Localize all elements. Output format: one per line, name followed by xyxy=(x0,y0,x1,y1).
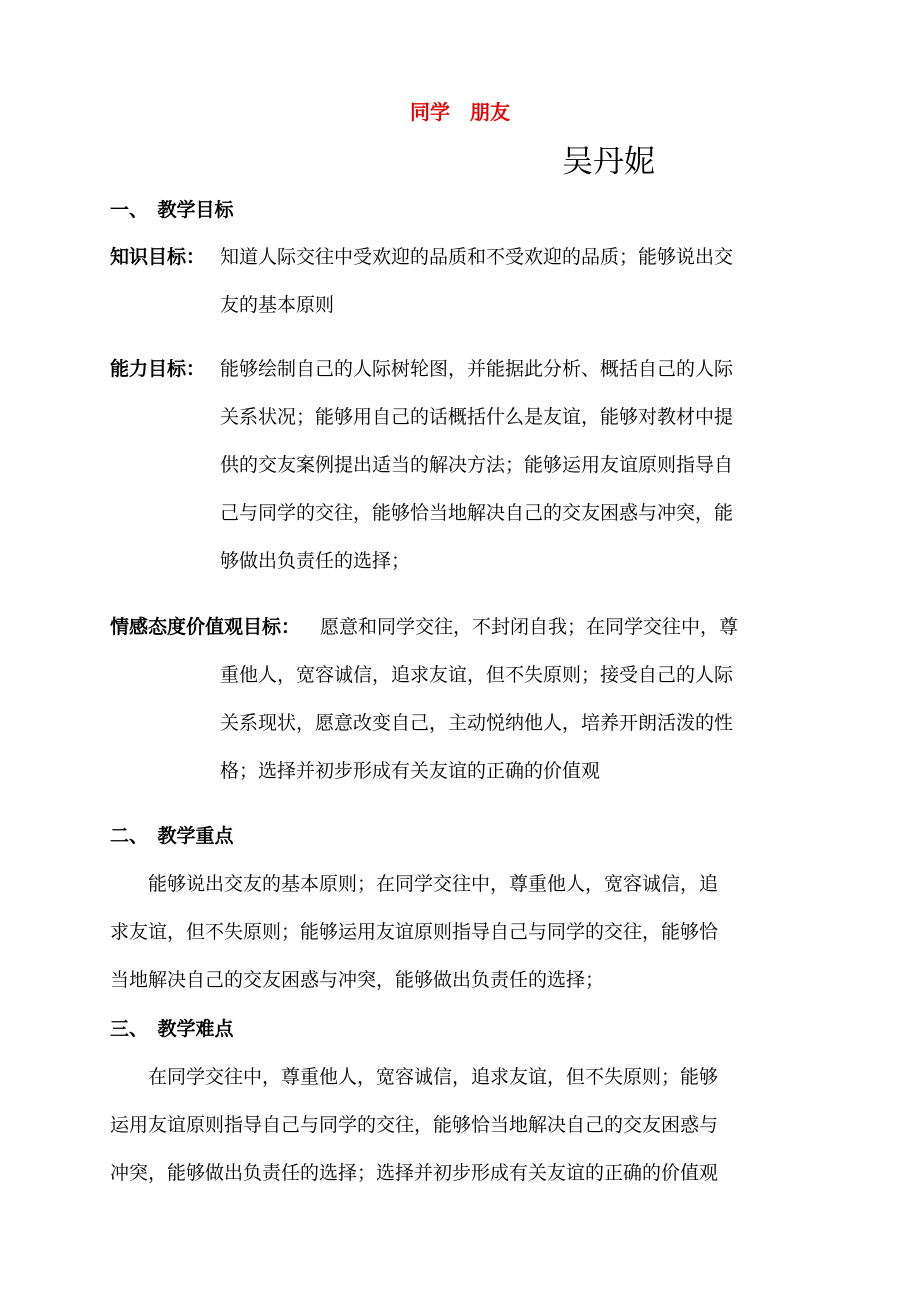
ability-line: 关系状况；能够用自己的话概括什么是友谊，能够对教材中提 xyxy=(220,406,734,428)
ability-line: 己与同学的交往，能够恰当地解决自己的交友困惑与冲突，能 xyxy=(220,502,734,524)
emotion-line: 格；选择并初步形成有关友谊的正确的价值观 xyxy=(220,760,601,782)
ability-line: 够做出负责任的选择； xyxy=(220,550,411,572)
key-points-line: 能够说出交友的基本原则；在同学交往中，尊重他人，宽容诚信，追 xyxy=(110,873,719,895)
emotion-line: 重他人，宽容诚信，追求友谊，但不失原则；接受自己的人际 xyxy=(220,664,734,686)
difficult-points-line: 运用友谊原则指导自己与同学的交往，能够恰当地解决自己的交友困惑与 xyxy=(110,1114,719,1136)
section-heading-objectives: 一、 教学目标 xyxy=(110,199,234,221)
section-heading-key-points: 二、 教学重点 xyxy=(110,825,234,847)
key-points-line: 当地解决自己的交友困惑与冲突，能够做出负责任的选择； xyxy=(110,969,605,991)
ability-line: 供的交友案例提出适当的解决方法；能够运用友谊原则指导自 xyxy=(220,454,734,476)
emotion-label: 情感态度价值观目标： xyxy=(110,616,301,638)
knowledge-line: 友的基本原则 xyxy=(220,294,335,316)
emotion-line: 关系现状，愿意改变自己，主动悦纳他人，培养开朗活泼的性 xyxy=(220,712,734,734)
difficult-points-line: 冲突，能够做出负责任的选择；选择并初步形成有关友谊的正确的价值观 xyxy=(110,1162,719,1184)
author-name: 吴丹妮 xyxy=(562,144,655,180)
difficult-points-line: 在同学交往中，尊重他人，宽容诚信，追求友谊，但不失原则；能够 xyxy=(110,1066,719,1088)
document-title: 同学 朋友 xyxy=(410,100,510,124)
knowledge-label: 知识目标： xyxy=(110,246,206,268)
key-points-line: 求友谊，但不失原则；能够运用友谊原则指导自己与同学的交往，能够恰 xyxy=(110,921,719,943)
ability-line: 能够绘制自己的人际树轮图，并能据此分析、概括自己的人际 xyxy=(220,358,734,380)
knowledge-line: 知道人际交往中受欢迎的品质和不受欢迎的品质；能够说出交 xyxy=(220,246,734,268)
emotion-line: 愿意和同学交往，不封闭自我；在同学交往中，尊 xyxy=(320,616,739,638)
ability-label: 能力目标： xyxy=(110,358,206,380)
section-heading-difficult-points: 三、 教学难点 xyxy=(110,1018,234,1040)
